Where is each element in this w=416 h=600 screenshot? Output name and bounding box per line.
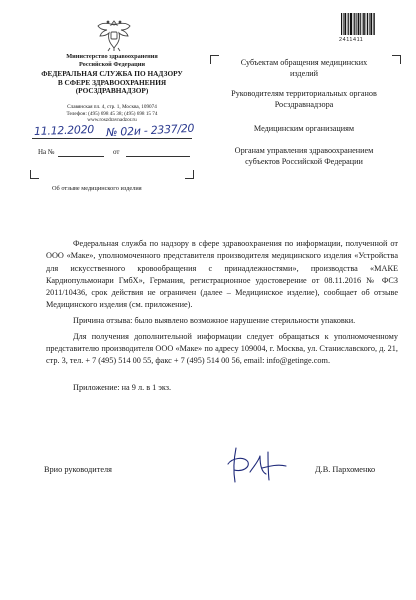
addressee-4-line-2: субъектов Российской Федерации (245, 156, 363, 166)
date-number-line (32, 138, 192, 139)
addressee-health-authorities (212, 146, 396, 167)
addressee-territorial (212, 89, 396, 110)
barcode-icon (341, 13, 375, 35)
signatory-role: Врио руководителя (44, 465, 112, 474)
ministry-title (18, 53, 206, 68)
signatory-name: Д.В. Пархоменко (315, 465, 376, 474)
handwritten-number: № 02и - 2337/20 (105, 121, 195, 140)
attachment-note: Приложение: на 9 л. в 1 экз. (73, 382, 172, 392)
agency-line-3: (РОСЗДРАВНАДЗОР) (75, 86, 149, 96)
ref-date-line (126, 156, 190, 157)
addressee-1-line-1: Субъектам обращения медицинских (240, 58, 368, 67)
addressee-1-line-2: изделий (289, 68, 319, 78)
addressee-2-line-1: Руководителям территориальных органов (231, 89, 377, 98)
agency-line-1: ФЕДЕРАЛЬНАЯ СЛУЖБА ПО НАДЗОРУ (41, 69, 183, 78)
na-label: На № (38, 148, 55, 156)
body-paragraph-1: Федеральная служба по надзору в сфере здравоохранения по информации, полученной от ООО «Маке», уполномоченного представителя производителя медицинского изделия «Устройства для искусственного кровообращения с принадлежностями», производства «МАКЕ Кардиопульмонари ГмбХ», Германия, регистрационное удостоверение от 08.11.2016 № ФСЗ 2011/10436, срок действия не ограничен (далее – Медицинское изделие), сообщает об отзыве Медицинского изделия (см. приложение). (46, 239, 398, 310)
ref-number-line (58, 156, 104, 157)
coat-of-arms-icon (94, 17, 134, 53)
subject-corner-bottom-right (185, 170, 194, 179)
addressee-medical-orgs: Медицинским организациям (253, 124, 355, 133)
addressee-4-line-1: Органам управления здравоохранением (234, 146, 374, 155)
ot-label: от (113, 148, 120, 156)
address-line-2: Телефон: (495) 698 45 38; (495) 698 15 74 (66, 110, 158, 117)
ministry-line-2: Российской Федерации (78, 60, 145, 68)
barcode-number: 2411411 (339, 37, 364, 43)
subject-corner-bottom-left (30, 170, 39, 179)
document-subject: Об отзыве медицинского изделия (52, 185, 142, 192)
handwritten-signature (222, 442, 294, 486)
addressee-subjects (212, 58, 396, 79)
body-paragraph-3: Для получения дополнительной информации следует обращаться к уполномоченному представителю производителя ООО «Маке» по адресу 109004, г. Москва, ул. Станиславского, д. 21, стр. 3, тел. + 7 (495) 514 00 55, факс + 7 (495) 514 00 56, email: info@getinge.com. (46, 331, 398, 366)
agency-title (18, 70, 206, 96)
handwritten-date: 11.12.2020 (33, 122, 95, 139)
agency-address (18, 104, 206, 124)
body-paragraph-2: Причина отзыва: было выявлено возможное нарушение стерильности упаковки. (73, 316, 356, 325)
letter-body (46, 238, 398, 397)
address-line-3: www.roszdravnadzor.ru (87, 117, 137, 124)
agency-line-2: В СФЕРЕ ЗДРАВООХРАНЕНИЯ (57, 77, 167, 87)
ministry-line-1: Министерство здравоохранения (66, 53, 158, 60)
addressee-2-line-2: Росздравнадзора (274, 99, 334, 109)
address-line-1: Славянская пл. 4, стр. 1, Москва, 109074 (67, 104, 157, 110)
